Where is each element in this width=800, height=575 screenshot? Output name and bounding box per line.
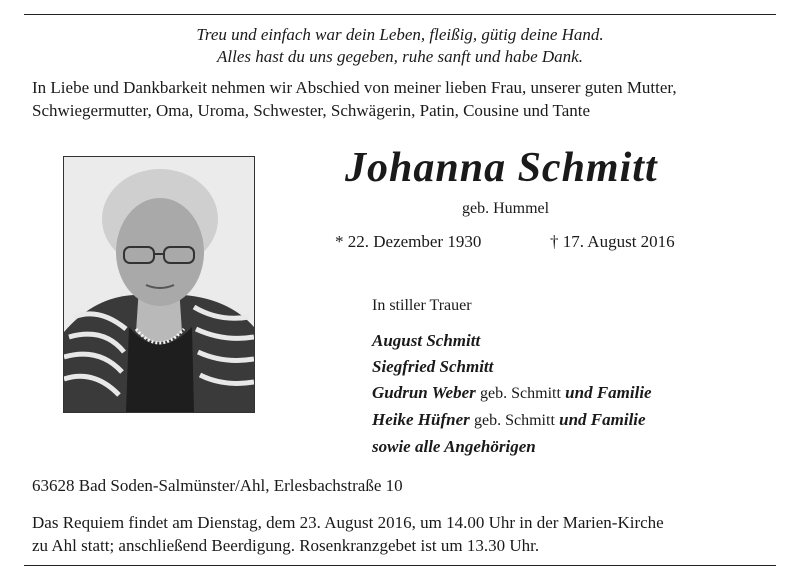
mourner-suffix: und Familie [559,410,646,429]
mourner-name: August Schmitt [372,331,481,350]
mourner-row [372,407,652,434]
portrait-photo [63,156,255,413]
birth-name: geb. Hummel [462,200,550,217]
mourner-row [372,354,652,380]
mourner-row [372,434,652,460]
mourner-name: Heike Hüfner [372,410,470,429]
mourner-name: Siegfried Schmitt [372,357,494,376]
portrait-image [64,157,254,412]
mourner-note: geb. Schmitt [480,385,561,402]
intro-line-1: In Liebe und Dankbarkeit nehmen wir Abschied von meiner lieben Frau, unserer guten Mutter, [32,78,677,97]
mourner-name: sowie alle Angehörigen [372,437,536,456]
mourners-list [372,328,652,460]
death-date: † 17. August 2016 [550,232,675,251]
top-border [24,14,776,15]
intro-text [32,76,777,122]
mourner-name: Gudrun Weber [372,383,476,402]
birth-date: * 22. Dezember 1930 [335,232,482,251]
service-line-2: zu Ahl statt; anschließend Beerdigung. Rosenkranzgebet ist um 13.30 Uhr. [32,536,540,555]
mourning-intro: In stiller Trauer [372,297,472,314]
address: 63628 Bad Soden-Salmünster/Ahl, Erlesbachstraße 10 [32,476,403,495]
service-info [32,511,777,557]
mourner-suffix: und Familie [565,383,652,402]
verse-line-2: Alles hast du uns gegeben, ruhe sanft und habe Dank. [217,47,583,66]
mourner-row [372,380,652,407]
service-line-1: Das Requiem findet am Dienstag, dem 23. August 2016, um 14.00 Uhr in der Marien-Kirche [32,513,664,532]
deceased-name: Johanna Schmitt [345,145,658,191]
mourner-row [372,328,652,354]
verse-line-1: Treu und einfach war dein Leben, fleißig, gütig deine Hand. [196,25,604,44]
intro-line-2: Schwiegermutter, Oma, Uroma, Schwester, Schwägerin, Patin, Cousine und Tante [32,101,591,120]
mourner-note: geb. Schmitt [474,412,555,429]
bottom-border [24,565,776,566]
